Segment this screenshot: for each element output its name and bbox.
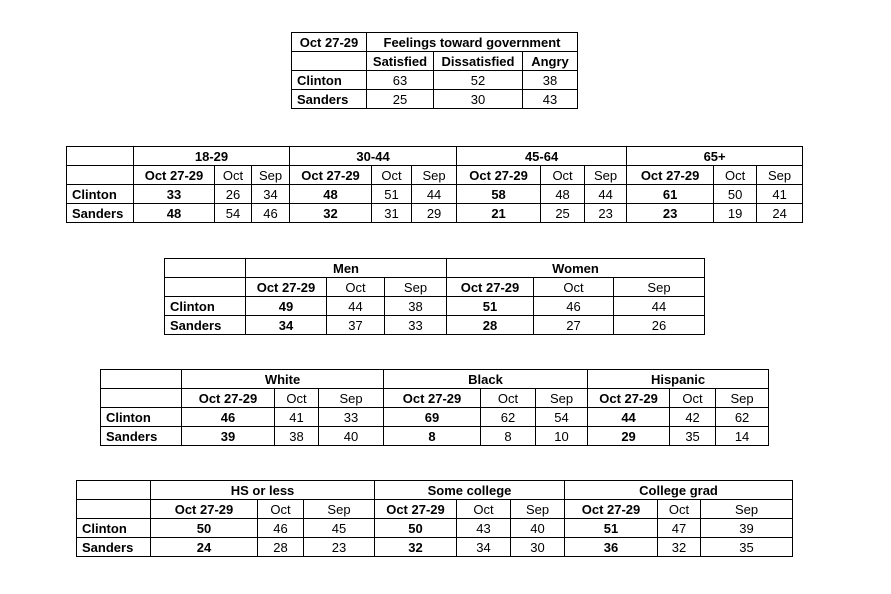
column-header: Sep bbox=[252, 166, 290, 185]
table-cell: 39 bbox=[182, 427, 275, 446]
table-cell: 44 bbox=[412, 185, 457, 204]
table-cell: 61 bbox=[627, 185, 714, 204]
table-cell: 26 bbox=[614, 316, 705, 335]
table-cell: 38 bbox=[385, 297, 447, 316]
table-row bbox=[101, 408, 769, 427]
table-row bbox=[67, 204, 803, 223]
table-cell: 43 bbox=[523, 90, 578, 109]
table-cell: 23 bbox=[627, 204, 714, 223]
column-header: Oct 27-29 bbox=[457, 166, 541, 185]
table-cell: 21 bbox=[457, 204, 541, 223]
table-header-row bbox=[101, 370, 769, 389]
table-subheader-row bbox=[77, 500, 793, 519]
group-header: 18-29 bbox=[134, 147, 290, 166]
education-table bbox=[76, 480, 793, 557]
column-header: Dissatisfied bbox=[434, 52, 523, 71]
table-subheader-row bbox=[101, 389, 769, 408]
table-row bbox=[165, 297, 705, 316]
group-header: Some college bbox=[375, 481, 565, 500]
column-header: Oct bbox=[327, 278, 385, 297]
table-cell: 31 bbox=[372, 204, 412, 223]
table-row bbox=[101, 427, 769, 446]
table-cell: 50 bbox=[151, 519, 258, 538]
table-cell: 27 bbox=[534, 316, 614, 335]
table-cell: 38 bbox=[523, 71, 578, 90]
table-row bbox=[165, 316, 705, 335]
table-cell: 39 bbox=[701, 519, 793, 538]
table-header-row bbox=[77, 481, 793, 500]
table-subheader-row bbox=[292, 52, 578, 71]
column-header: Oct bbox=[372, 166, 412, 185]
table-cell: 51 bbox=[447, 297, 534, 316]
group-header: Feelings toward government bbox=[367, 33, 578, 52]
table-cell: 32 bbox=[658, 538, 701, 557]
table-cell: 44 bbox=[585, 185, 627, 204]
group-header: Men bbox=[246, 259, 447, 278]
column-header: Sep bbox=[319, 389, 384, 408]
table-cell: 40 bbox=[511, 519, 565, 538]
column-header: Sep bbox=[385, 278, 447, 297]
group-header: Women bbox=[447, 259, 705, 278]
column-header: Angry bbox=[523, 52, 578, 71]
group-header: White bbox=[182, 370, 384, 389]
table-cell: 35 bbox=[670, 427, 716, 446]
column-header: Sep bbox=[304, 500, 375, 519]
column-header: Oct bbox=[534, 278, 614, 297]
feelings-table bbox=[291, 32, 578, 109]
table-cell: 69 bbox=[384, 408, 481, 427]
table-cell: 48 bbox=[541, 185, 585, 204]
table-row bbox=[67, 185, 803, 204]
table-cell: 35 bbox=[701, 538, 793, 557]
table-cell: 28 bbox=[447, 316, 534, 335]
column-header: Oct 27-29 bbox=[627, 166, 714, 185]
table-cell: 19 bbox=[714, 204, 757, 223]
table-cell: 52 bbox=[434, 71, 523, 90]
group-header: Hispanic bbox=[588, 370, 769, 389]
empty-cell bbox=[77, 481, 151, 500]
row-label: Clinton bbox=[165, 297, 246, 316]
table-cell: 48 bbox=[134, 204, 215, 223]
group-header: 30-44 bbox=[290, 147, 457, 166]
column-header: Oct 27-29 bbox=[290, 166, 372, 185]
column-header: Sep bbox=[585, 166, 627, 185]
table-cell: 54 bbox=[215, 204, 252, 223]
table-cell: 28 bbox=[258, 538, 304, 557]
table-cell: 46 bbox=[258, 519, 304, 538]
column-header: Oct 27-29 bbox=[375, 500, 457, 519]
column-header: Sep bbox=[412, 166, 457, 185]
table-cell: 30 bbox=[511, 538, 565, 557]
column-header: Oct bbox=[258, 500, 304, 519]
table-cell: 36 bbox=[565, 538, 658, 557]
table-subheader-row bbox=[67, 166, 803, 185]
table-cell: 51 bbox=[372, 185, 412, 204]
column-header: Sep bbox=[757, 166, 803, 185]
table-cell: 50 bbox=[714, 185, 757, 204]
table-cell: 44 bbox=[588, 408, 670, 427]
table-cell: 32 bbox=[290, 204, 372, 223]
group-header: Black bbox=[384, 370, 588, 389]
table-cell: 38 bbox=[275, 427, 319, 446]
table-row bbox=[292, 90, 578, 109]
column-header: Oct bbox=[457, 500, 511, 519]
column-header: Sep bbox=[511, 500, 565, 519]
column-header: Sep bbox=[701, 500, 793, 519]
table-cell: 37 bbox=[327, 316, 385, 335]
table-cell: 49 bbox=[246, 297, 327, 316]
table-cell: 43 bbox=[457, 519, 511, 538]
column-header: Oct bbox=[658, 500, 701, 519]
table-header-row bbox=[292, 33, 578, 52]
table-cell: 47 bbox=[658, 519, 701, 538]
empty-cell bbox=[101, 370, 182, 389]
column-header: Oct 27-29 bbox=[384, 389, 481, 408]
table-cell: 41 bbox=[275, 408, 319, 427]
table-cell: 42 bbox=[670, 408, 716, 427]
corner-label: Oct 27-29 bbox=[292, 33, 367, 52]
column-header: Oct 27-29 bbox=[151, 500, 258, 519]
column-header: Satisfied bbox=[367, 52, 434, 71]
table-cell: 32 bbox=[375, 538, 457, 557]
column-header: Oct bbox=[541, 166, 585, 185]
row-label: Sanders bbox=[292, 90, 367, 109]
table-cell: 25 bbox=[367, 90, 434, 109]
column-header: Oct bbox=[481, 389, 536, 408]
table-row bbox=[77, 519, 793, 538]
column-header: Oct 27-29 bbox=[246, 278, 327, 297]
row-label: Sanders bbox=[165, 316, 246, 335]
table-row bbox=[77, 538, 793, 557]
table-cell: 23 bbox=[304, 538, 375, 557]
table-subheader-row bbox=[165, 278, 705, 297]
table-cell: 41 bbox=[757, 185, 803, 204]
table-header-row bbox=[67, 147, 803, 166]
empty-cell bbox=[165, 259, 246, 278]
table-header-row bbox=[165, 259, 705, 278]
table-cell: 26 bbox=[215, 185, 252, 204]
table-cell: 62 bbox=[716, 408, 769, 427]
table-cell: 40 bbox=[319, 427, 384, 446]
column-header: Oct 27-29 bbox=[447, 278, 534, 297]
table-cell: 24 bbox=[151, 538, 258, 557]
table-cell: 45 bbox=[304, 519, 375, 538]
table-cell: 34 bbox=[246, 316, 327, 335]
table-cell: 44 bbox=[614, 297, 705, 316]
empty-cell bbox=[77, 500, 151, 519]
row-label: Clinton bbox=[292, 71, 367, 90]
table-cell: 30 bbox=[434, 90, 523, 109]
group-header: 45-64 bbox=[457, 147, 627, 166]
table-cell: 23 bbox=[585, 204, 627, 223]
column-header: Oct 27-29 bbox=[565, 500, 658, 519]
column-header: Sep bbox=[716, 389, 769, 408]
row-label: Sanders bbox=[77, 538, 151, 557]
table-cell: 25 bbox=[541, 204, 585, 223]
table-cell: 10 bbox=[536, 427, 588, 446]
column-header: Oct bbox=[714, 166, 757, 185]
table-cell: 29 bbox=[412, 204, 457, 223]
table-cell: 33 bbox=[134, 185, 215, 204]
race-table bbox=[100, 369, 769, 446]
column-header: Oct bbox=[670, 389, 716, 408]
column-header: Sep bbox=[536, 389, 588, 408]
table-cell: 8 bbox=[481, 427, 536, 446]
column-header: Oct bbox=[215, 166, 252, 185]
row-label: Clinton bbox=[77, 519, 151, 538]
table-row bbox=[292, 71, 578, 90]
column-header: Oct 27-29 bbox=[182, 389, 275, 408]
row-label: Clinton bbox=[101, 408, 182, 427]
column-header: Oct 27-29 bbox=[588, 389, 670, 408]
column-header: Sep bbox=[614, 278, 705, 297]
table-cell: 46 bbox=[252, 204, 290, 223]
empty-cell bbox=[292, 52, 367, 71]
table-cell: 34 bbox=[457, 538, 511, 557]
column-header: Oct 27-29 bbox=[134, 166, 215, 185]
table-cell: 14 bbox=[716, 427, 769, 446]
empty-cell bbox=[165, 278, 246, 297]
group-header: College grad bbox=[565, 481, 793, 500]
table-cell: 58 bbox=[457, 185, 541, 204]
table-cell: 63 bbox=[367, 71, 434, 90]
table-cell: 46 bbox=[534, 297, 614, 316]
table-cell: 29 bbox=[588, 427, 670, 446]
table-cell: 8 bbox=[384, 427, 481, 446]
empty-cell bbox=[67, 147, 134, 166]
table-cell: 62 bbox=[481, 408, 536, 427]
row-label: Clinton bbox=[67, 185, 134, 204]
table-cell: 34 bbox=[252, 185, 290, 204]
group-header: HS or less bbox=[151, 481, 375, 500]
table-cell: 54 bbox=[536, 408, 588, 427]
table-cell: 33 bbox=[385, 316, 447, 335]
row-label: Sanders bbox=[67, 204, 134, 223]
group-header: 65+ bbox=[627, 147, 803, 166]
table-cell: 24 bbox=[757, 204, 803, 223]
table-cell: 50 bbox=[375, 519, 457, 538]
row-label: Sanders bbox=[101, 427, 182, 446]
age-table bbox=[66, 146, 803, 223]
empty-cell bbox=[67, 166, 134, 185]
gender-table bbox=[164, 258, 705, 335]
column-header: Oct bbox=[275, 389, 319, 408]
table-cell: 46 bbox=[182, 408, 275, 427]
table-cell: 51 bbox=[565, 519, 658, 538]
table-cell: 33 bbox=[319, 408, 384, 427]
table-cell: 48 bbox=[290, 185, 372, 204]
table-cell: 44 bbox=[327, 297, 385, 316]
empty-cell bbox=[101, 389, 182, 408]
